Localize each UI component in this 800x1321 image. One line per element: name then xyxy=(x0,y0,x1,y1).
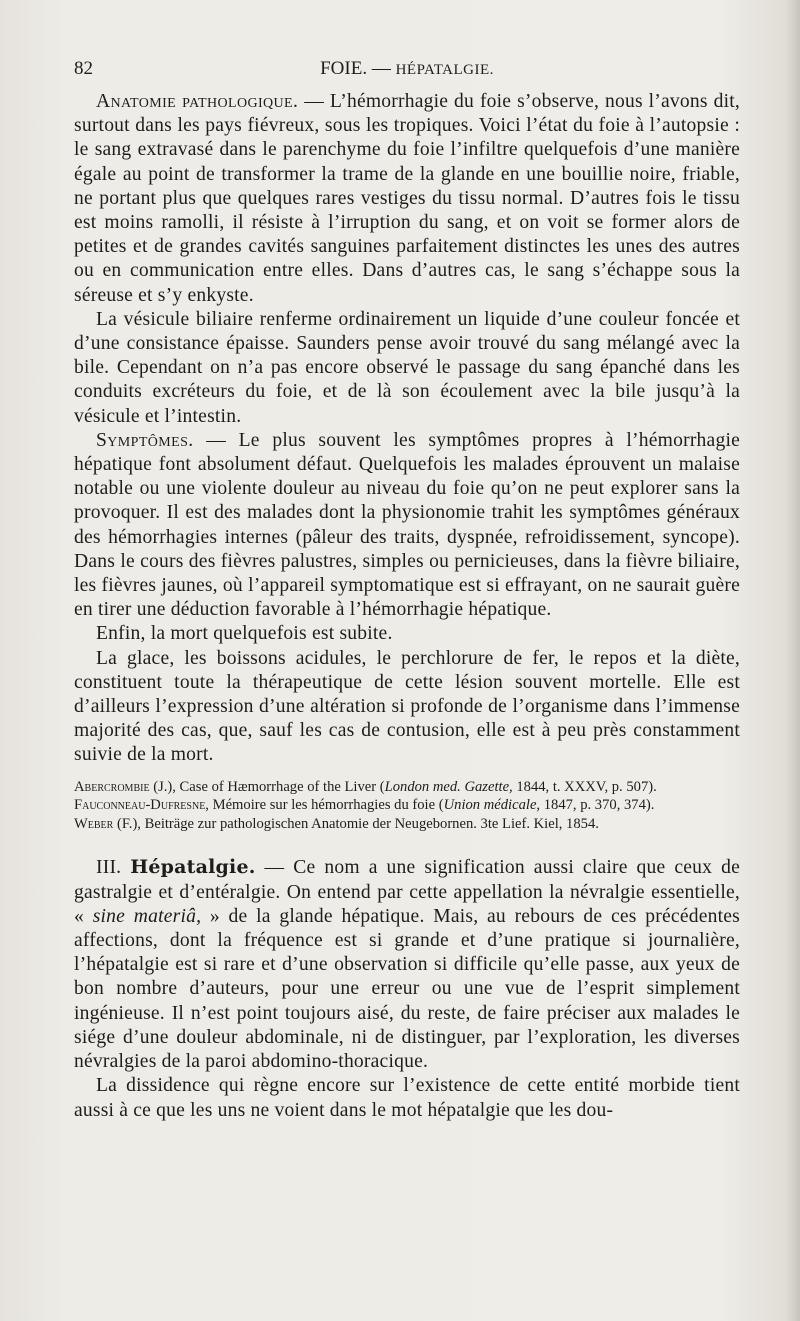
reference-author: Fauconneau-Dufresne, xyxy=(74,797,209,814)
reference-item xyxy=(74,796,740,815)
bibliography xyxy=(74,778,740,834)
section-paragraph-hepatalgie xyxy=(74,855,740,1074)
paragraph-label-anatomie: Anatomie pathologique. xyxy=(96,91,299,112)
reference-author: Weber xyxy=(74,815,114,832)
page-content xyxy=(74,56,740,1123)
running-title xyxy=(74,58,740,80)
running-title-sub: HÉPATALGIE. xyxy=(395,62,494,78)
page-edge-shadow xyxy=(786,0,800,1321)
section-text: » de la glande hépatique. Mais, au rebours de ces précédentes affections, dont la fréquence est si grande et d’une pratique si journalière, l’hépatalgie est si rare et d’une observation si difficile qu’elle passe, aux yeux de bon nombre d’auteurs, pour une erreur ou une vue de l’esprit simplement ingénieuse. Il n’est point toujours aisé, du reste, de faire préciser aux malades le siége d’une douleur abdominale, ni de distinguer, par l’exploration, les diverses névralgies de la paroi abdomino-thoracique. xyxy=(74,905,740,1073)
running-title-dash: — xyxy=(371,58,391,79)
paragraph-dissidence: La dissidence qui règne encore sur l’existence de cette entité morbide tient aussi à ce que les uns ne voient dans le mot hépatalgie que les dou- xyxy=(74,1075,740,1121)
paragraph-label-symptomes: Symptômes. xyxy=(96,429,194,451)
page-number: 82 xyxy=(74,58,93,79)
paragraph-text-anatomie: — L’hémorrhagie du foie s’observe, nous l’avons dit, surtout dans les pays fiévreux, sous les tropiques. Voici l’état du foie à l’autopsie : le sang extravasé dans le parenchyme du foie l’infiltre quelquefois d’une manière égale au point de transformer la trame de la glande en une bouillie noire, friable, ne portant plus que quelques rares vestiges du tissu normal. D’autres fois le tissu est moins ramolli, il résiste à l’irruption du sang, et on voit se former alors de petites et de grandes cavités sanguines parfaitement distinctes les unes des autres ou en communication entre elles. Dans d’autres cas, le sang s’échappe sous la séreuse et s’y enkyste. xyxy=(74,91,740,306)
section-title: Hépatalgie. xyxy=(130,856,256,879)
section-text: — Ce nom a une signification aussi claire que ceux de gastralgie et d’entéralgie. On entend par cette appellation la névralgie essentielle, « xyxy=(74,857,740,927)
reference-journal: London med. Gazette, xyxy=(384,778,513,795)
paragraph-vesicule: La vésicule biliaire renferme ordinairement un liquide d’une couleur foncée et d’une consistance épaisse. Saunders pense avoir trouvé du sang mélangé avec la bile. Cependant on n’a pas encore observé le passage du sang épanché dans les conduits excréteurs du foie, et de là son écoulement avec la bile jusqu’à la vésicule et l’intestin. xyxy=(74,308,740,427)
reference-text: Mémoire sur les hémorrhagies du foie ( xyxy=(208,797,444,814)
paragraph-enfin: Enfin, la mort quelquefois est subite. xyxy=(96,623,393,645)
reference-journal: Union médicale, xyxy=(443,797,541,814)
running-head xyxy=(74,56,740,90)
reference-text: 1844, t. XXXV, p. 507). xyxy=(512,778,657,795)
reference-text: (J.), Case of Hæmorrhage of the Liver ( xyxy=(149,778,385,795)
section-italic: sine materiâ, xyxy=(92,905,202,927)
paragraph-anatomie xyxy=(74,90,740,308)
paragraph-therapeutique: La glace, les boissons acidules, le perchlorure de fer, le repos et la diète, constituent toute la thérapeutique de cette lésion souvent mortelle. Elle est d’ailleurs l’expression d’une altération si profonde de l’organisme dans l’immense majorité des cas, que, sauf les cas de contusion, elle est à peu près constamment suivie de la mort. xyxy=(74,647,740,766)
reference-item xyxy=(74,778,740,797)
paragraph-text-symptomes: — Le plus souvent les symptômes propres à l’hémorrhagie hépatique font absolument défaut. Quelquefois les malades éprouvent un malaise notable ou une violente douleur au niveau du foie qu’on ne peut explorer sans la provoquer. Il est des malades dont la physionomie trahit les symptômes généraux des hémorrhagies internes (pâleur des traits, dyspnée, refroidissement, syncope). Dans le cours des fièvres palustres, simples ou pernicieuses, dans la fièvre biliaire, les fièvres jaunes, où l’appareil symptomatique est si effrayant, on ne saurait guère en tirer une déduction favorable à l’hémorrhagie hépatique. xyxy=(74,429,740,621)
reference-text: (F.), Beiträge zur pathologischen Anatomie der Neugebornen. 3te Lief. Kiel, 1854. xyxy=(113,815,599,832)
paragraph-symptomes xyxy=(74,429,740,623)
reference-item xyxy=(74,815,740,834)
reference-text: 1847, p. 370, 374). xyxy=(540,797,655,814)
section-number: III. xyxy=(96,857,122,879)
running-title-main: FOIE. xyxy=(320,58,368,79)
reference-author: Abercrombie xyxy=(74,778,150,795)
